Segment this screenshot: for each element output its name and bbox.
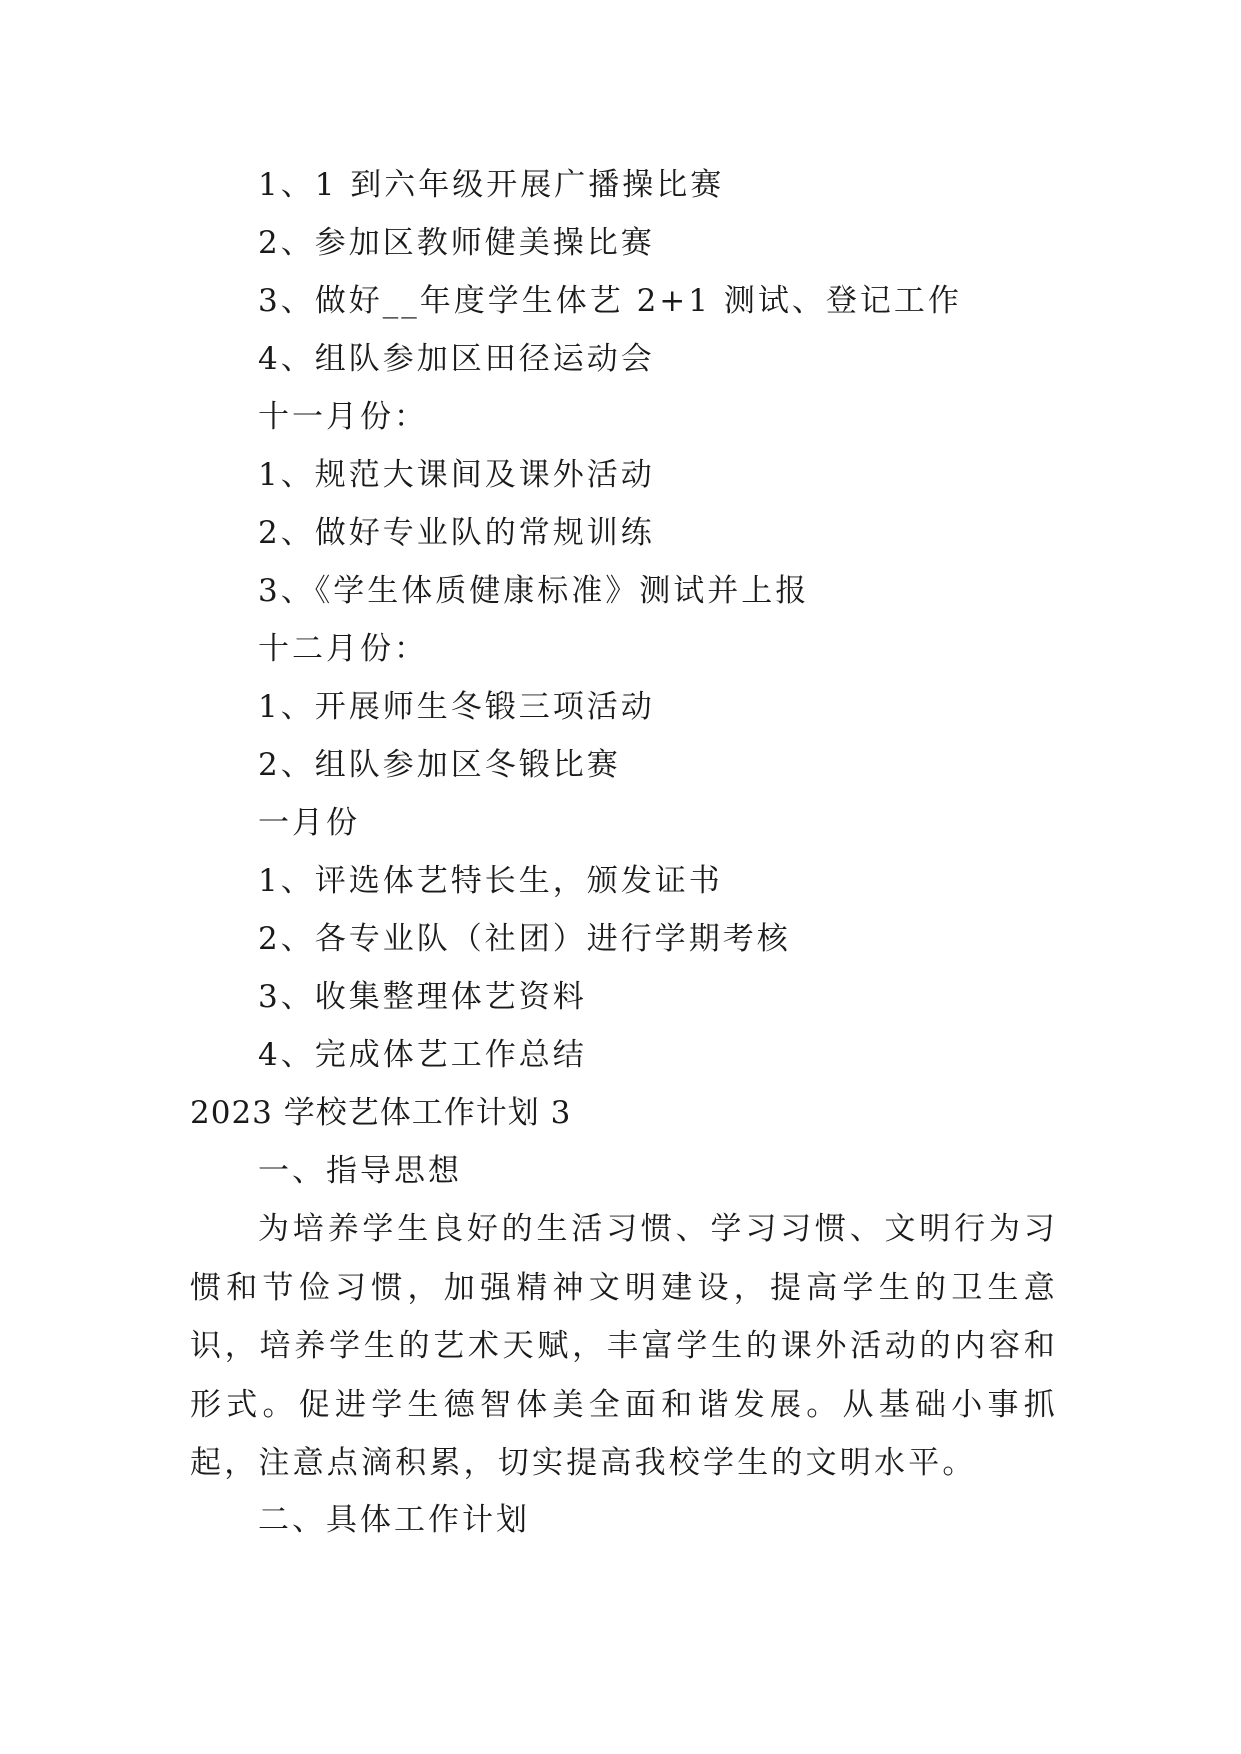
month-heading: 十二月份： — [258, 631, 428, 667]
list-item: 1、开展师生冬锻三项活动 — [258, 689, 655, 725]
list-item: 2、做好专业队的常规训练 — [258, 515, 655, 551]
month-heading: 一月份 — [258, 805, 360, 841]
list-item: 3、收集整理体艺资料 — [258, 979, 587, 1015]
paragraph-guiding-ideology: 为培养学生良好的生活习惯、学习习惯、文明行为习惯和节俭习惯，加强精神文明建设，提高学生的卫生意识，培养学生的艺术天赋，丰富学生的课外活动的内容和形式。促进学生德智体美全面和谐发展。从基础小事抓起，注意点滴积累，切实提高我校学生的文明水平。 — [190, 1211, 1058, 1481]
month-heading: 十一月份： — [258, 399, 428, 435]
list-item: 3、《学生体质健康标准》测试并上报 — [258, 573, 810, 609]
list-item: 3、做好__年度学生体艺 2+1 测试、登记工作 — [258, 283, 962, 319]
section-title: 2023 学校艺体工作计划 3 — [190, 1095, 572, 1131]
list-item: 1、评选体艺特长生，颁发证书 — [258, 863, 723, 899]
list-item: 1、规范大课间及课外活动 — [258, 457, 655, 493]
list-item: 4、组队参加区田径运动会 — [258, 341, 655, 377]
list-item: 2、组队参加区冬锻比赛 — [258, 747, 621, 783]
list-item: 2、参加区教师健美操比赛 — [258, 225, 655, 261]
list-item: 2、各专业队（社团）进行学期考核 — [258, 921, 791, 957]
list-item: 1、1 到六年级开展广播操比赛 — [258, 167, 725, 203]
heading-work-plan: 二、具体工作计划 — [258, 1502, 530, 1538]
heading-guiding-ideology: 一、指导思想 — [258, 1153, 462, 1189]
list-item: 4、完成体艺工作总结 — [258, 1037, 587, 1073]
